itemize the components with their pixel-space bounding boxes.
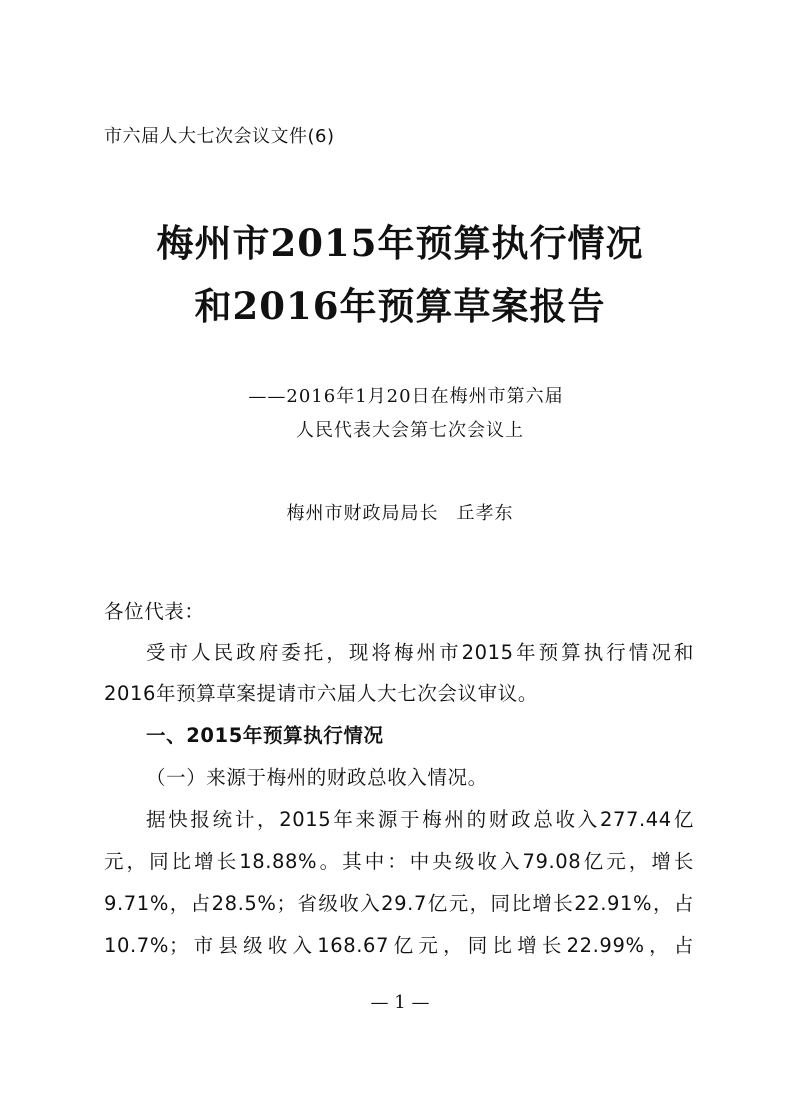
section-heading: 一、2015年预算执行情况 [146,724,384,747]
author-position: 梅州市财政局局长 [286,503,439,524]
paragraph-line-2: 元，同比增长18.88%。其中：中央级收入79.08亿元，增长 [104,850,694,873]
meeting-subtitle-line-1: ——2016年1月20日在梅州市第六届 [248,386,564,407]
subsection-heading: （一）来源于梅州的财政总收入情况。 [146,766,488,789]
intro-line-1: 受市人民政府委托，现将梅州市2015年预算执行情况和 [146,641,694,664]
paragraph-line-4: 10.7%；市县级收入168.67亿元，同比增长22.99%，占 [104,934,694,957]
author-line [0,499,800,525]
paragraph-line-1: 据快报统计，2015年来源于梅州的财政总收入277.44亿 [146,808,694,831]
salutation: 各位代表： [104,600,205,623]
meeting-subtitle-line-2: 人民代表大会第七次会议上 [296,420,524,441]
report-title-line-2: 和2016年预算草案报告 [194,284,606,328]
document-label: 市六届人大七次会议文件(6) [104,126,335,147]
report-title-line-1: 梅州市2015年预算执行情况 [156,221,644,265]
page-number: — 1 — [370,992,430,1013]
author-name: 丘孝东 [456,503,514,524]
intro-line-2: 2016年预算草案提请市六届人大七次会议审议。 [104,682,538,705]
paragraph-line-3: 9.71%，占28.5%；省级收入29.7亿元，同比增长22.91%，占 [104,892,694,915]
